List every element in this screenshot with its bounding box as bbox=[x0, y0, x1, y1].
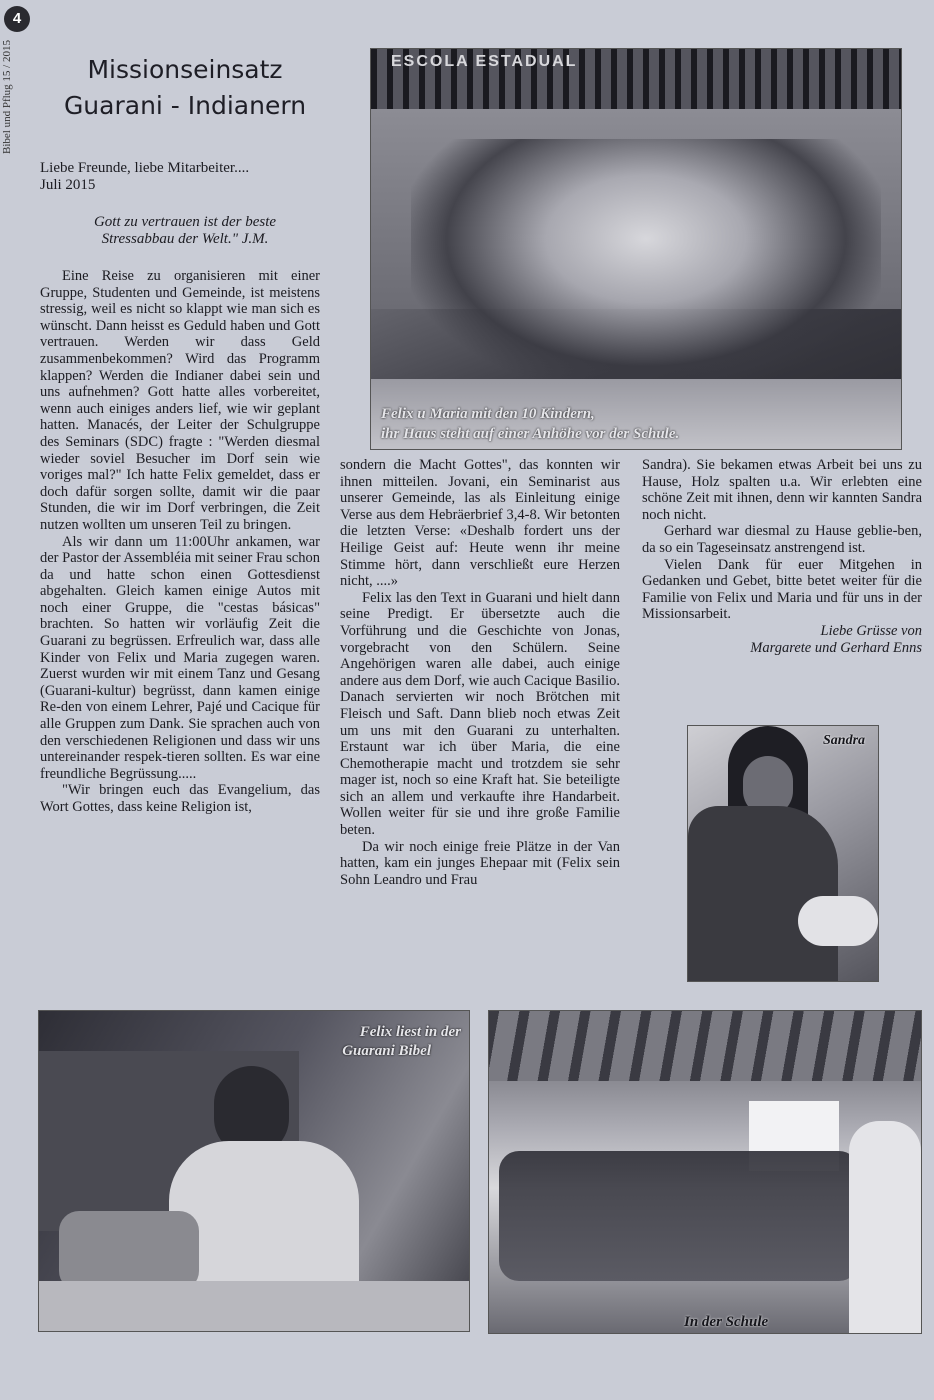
paragraph: Sandra). Sie bekamen etwas Arbeit bei uns zu Hause, Holz spalten u.a. Wir erlebten eine schöne Zeit mit ihnen, denn wir kannten Sandra noch nicht. bbox=[642, 457, 922, 523]
epigraph-quote bbox=[40, 214, 330, 248]
school-photo bbox=[488, 1010, 922, 1334]
paragraph: Gerhard war diesmal zu Hause geblie-ben, da so ein Tageseinsatz anstrengend ist. bbox=[642, 523, 922, 556]
publication-side-label: Bibel und Pflug 15 / 2015 bbox=[1, 40, 13, 154]
group-photo-caption-line-2: ihr Haus steht auf einer Anhöhe vor der Schule. bbox=[381, 426, 680, 442]
quote-line-2: Stressabbau der Welt." J.M. bbox=[101, 231, 269, 247]
group-photo bbox=[370, 48, 902, 450]
portrait-body bbox=[688, 806, 838, 981]
people-group bbox=[411, 139, 881, 389]
article-title bbox=[40, 52, 330, 124]
roof bbox=[489, 1011, 921, 1081]
title-line-2: Guarani - Indianern bbox=[63, 91, 307, 120]
felix-caption-line-2: Guarani Bibel bbox=[342, 1043, 431, 1059]
text-column-2 bbox=[340, 457, 620, 888]
sandra-caption: Sandra bbox=[823, 733, 866, 748]
title-line-1: Missionseinsatz bbox=[87, 55, 283, 84]
school-caption: In der Schule bbox=[684, 1314, 769, 1330]
greeting-date: Juli 2015 bbox=[40, 177, 96, 193]
audience bbox=[499, 1151, 859, 1281]
signature-line-2: Margarete und Gerhard Enns bbox=[750, 639, 922, 656]
table bbox=[39, 1281, 469, 1331]
paragraph: Felix las den Text in Guarani und hielt dann seine Predigt. Er übersetzte auch die Vorführung und die Geschichte von Jonas, vorgebracht von den Schülern. Seine Angehörigen waren alle dabei, auch einige andere aus dem Dorf, wie auch Cacique Basilio. Danach servierten wir noch Brötchen mit Fleisch und Saft. Dann blieb noch etwas Zeit um uns mit den Guarani zu unterhalten. Erstaunt war ich über Maria, die eine Chemotherapie macht und trotzdem sie sehr mager ist, noch so eine Kraft hat. Sie beteiligte sich an allem und verkaufte ihre Handarbeit. Wollen weiter für sie und ihre große Familie beten. bbox=[340, 589, 620, 839]
page-number-badge: 4 bbox=[4, 6, 30, 32]
paragraph: Eine Reise zu organisieren mit einer Gruppe, Studenten und Gemeinde, ist meistens stressig, weil es nicht so klappt wie man sich es wünscht. Dann heisst es Geduld haben und Gott vertrauen. Werden wir dass Geld zusammenbekommen? Wird das Programm klappen? Werden die Indianer dabei sein und uns aufnehmen? Gott hatte alles vorbereitet, wenn auch einiges anders lief, wie wir geplant hatten. Manacés, der Leiter der Schulgruppe des Seminars (SDC) fragte : "Werden diesmal wieder soviel Besucher im Dorf sein wie voriges mal?" Ich hatte Felix gemeldet, dass er doch dafür sorgen sollte, damit wir die paar Stunden, die wir im Dorf verbringen, die Zeit nutzen wollten um unseren Teil zu bringen. bbox=[40, 268, 320, 533]
quote-line-1: Gott zu vertrauen ist der beste bbox=[93, 214, 277, 230]
text-column-1 bbox=[40, 268, 320, 816]
felix-photo bbox=[38, 1010, 470, 1332]
greeting-line-1: Liebe Freunde, liebe Mitarbeiter.... bbox=[40, 160, 250, 176]
felix-caption-line-1: Felix liest in der bbox=[359, 1024, 461, 1040]
paragraph: Als wir dann um 11:00Uhr ankamen, war der Pastor der Assembléia mit seiner Frau schon da und hatte schon einen Gottesdienst abgehalten. Gleich kamen einige Autos mit noch einer Gruppe, die "cestas básicas" brachten. So hatten wir vorläufig Zeit die Guarani zu begrüssen. Erfreulich war, dass alle Kinder von Felix und Maria zugegen waren. Zuerst wurden wir mit einem Tanz und Gesang (Guarani-kultur) begrüsst, dann kamen einige Re-den von einem Lehrer, Pajé und Cacique für alle Gruppen zum Dank. Sie sprachen auch von den verschiedenen Religionen und dass wir uns untereinander respek-tieren sollten. Es war eine freundliche Begrüssung..... bbox=[40, 533, 320, 782]
school-sign: ESCOLA ESTADUAL bbox=[391, 53, 578, 70]
signature-line-1: Liebe Grüsse von bbox=[820, 622, 922, 639]
paragraph: Vielen Dank für euer Mitgehen in Gedanken und Gebet, bitte betet weiter für die Familie von Felix und Maria und für uns in der Missionsarbeit. bbox=[642, 556, 922, 623]
pottery bbox=[59, 1211, 199, 1291]
paragraph: sondern die Macht Gottes", das konnten wir ihnen mitteilen. Jovani, ein Seminarist aus unserer Gemeinde, las als Einleitung einige Verse aus dem Hebräerbrief 3,4-8. Wir betonten die letzten Verse: «Deshalb fordert uns der Heilige Geist auf: Heute wenn ihr meine Stimme hört, dann verschließt eure Herzen nicht, ....» bbox=[340, 457, 620, 590]
bowl bbox=[798, 896, 878, 946]
group-photo-caption-line-1: Felix u Maria mit den 10 Kindern, bbox=[381, 406, 595, 422]
sandra-photo bbox=[687, 725, 879, 982]
speaker bbox=[849, 1121, 921, 1333]
greeting bbox=[40, 160, 335, 194]
paragraph: Da wir noch einige freie Plätze in der Van hatten, kam ein junges Ehepaar mit (Felix sein Sohn Leandro und Frau bbox=[340, 838, 620, 888]
text-column-3 bbox=[642, 457, 922, 656]
paragraph: "Wir bringen euch das Evangelium, das Wort Gottes, dass keine Religion ist, bbox=[40, 782, 320, 815]
